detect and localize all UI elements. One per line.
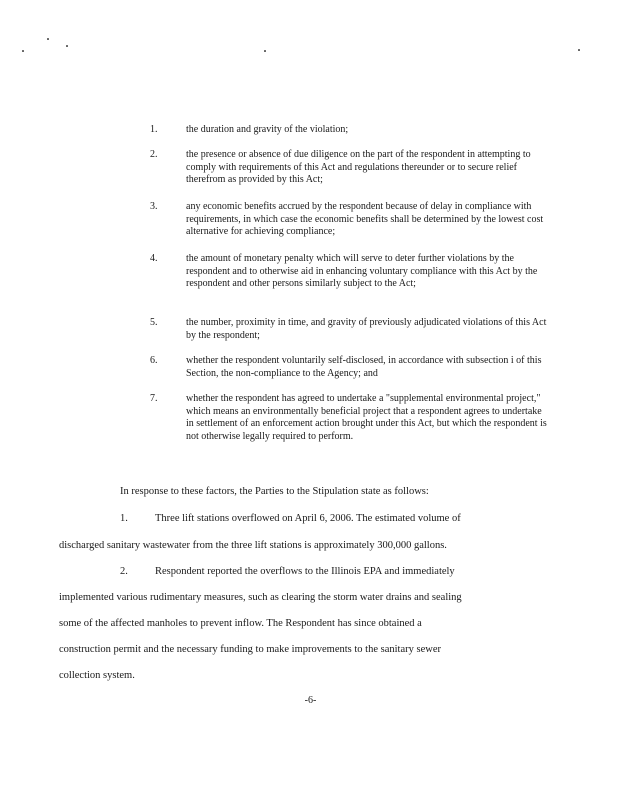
paragraph-line: discharged sanitary wastewater from the three lift stations is approximately 300,000 gallons.	[59, 540, 447, 551]
scan-speck	[578, 49, 580, 51]
factor-text: whether the respondent has agreed to undertake a "supplemental environmental project," which means an environmentally beneficial project that a respondent agrees to undertake in settlement of an enforcement action brought under this Act, but which the respondent is not otherwise legally required to perform.	[186, 393, 547, 442]
paragraph-number: 1.	[120, 513, 128, 524]
factor-number: 5.	[150, 317, 158, 328]
paragraph-line: some of the affected manholes to prevent inflow. The Respondent has since obtained a	[59, 618, 422, 629]
paragraph-number: 2.	[120, 566, 128, 577]
paragraph-line: Respondent reported the overflows to the Illinois EPA and immediately	[155, 566, 455, 577]
scan-speck	[264, 50, 266, 52]
factor-number: 7.	[150, 393, 158, 404]
factor-text: the amount of monetary penalty which will serve to deter further violations by the respondent and to otherwise aid in enhancing voluntary compliance with this Act by the respondent and other persons similarly subject to the Act;	[186, 253, 538, 289]
factor-number: 6.	[150, 355, 158, 366]
page-number: -6-	[304, 695, 317, 706]
factor-number: 2.	[150, 149, 158, 160]
factor-text: whether the respondent voluntarily self-disclosed, in accordance with subsection i of this Section, the non-compliance to the Agency; and	[186, 355, 542, 379]
paragraph-line: Three lift stations overflowed on April 6, 2006. The estimated volume of	[155, 513, 461, 524]
intro-line: In response to these factors, the Parties to the Stipulation state as follows:	[120, 486, 429, 497]
factor-text: the number, proximity in time, and gravity of previously adjudicated violations of this Act by the respondent;	[186, 317, 547, 341]
scan-speck	[47, 38, 49, 40]
factor-text: the duration and gravity of the violation;	[186, 124, 349, 135]
factor-text: any economic benefits accrued by the respondent because of delay in compliance with requirements, in which case the economic benefits shall be determined by the lowest cost alternative for achieving compliance;	[186, 201, 544, 237]
factor-text: the presence or absence of due diligence on the part of the respondent in attempting to comply with requirements of this Act and regulations thereunder or to secure relief therefrom as provided by this Act;	[186, 149, 531, 185]
scan-speck	[22, 50, 24, 52]
paragraph-line: collection system.	[59, 670, 135, 681]
factor-number: 1.	[150, 124, 158, 135]
factor-number: 3.	[150, 201, 158, 212]
paragraph-line: implemented various rudimentary measures, such as clearing the storm water drains and sealing	[59, 592, 462, 603]
scan-speck	[66, 45, 68, 47]
factor-number: 4.	[150, 253, 158, 264]
paragraph-line: construction permit and the necessary funding to make improvements to the sanitary sewer	[59, 644, 441, 655]
